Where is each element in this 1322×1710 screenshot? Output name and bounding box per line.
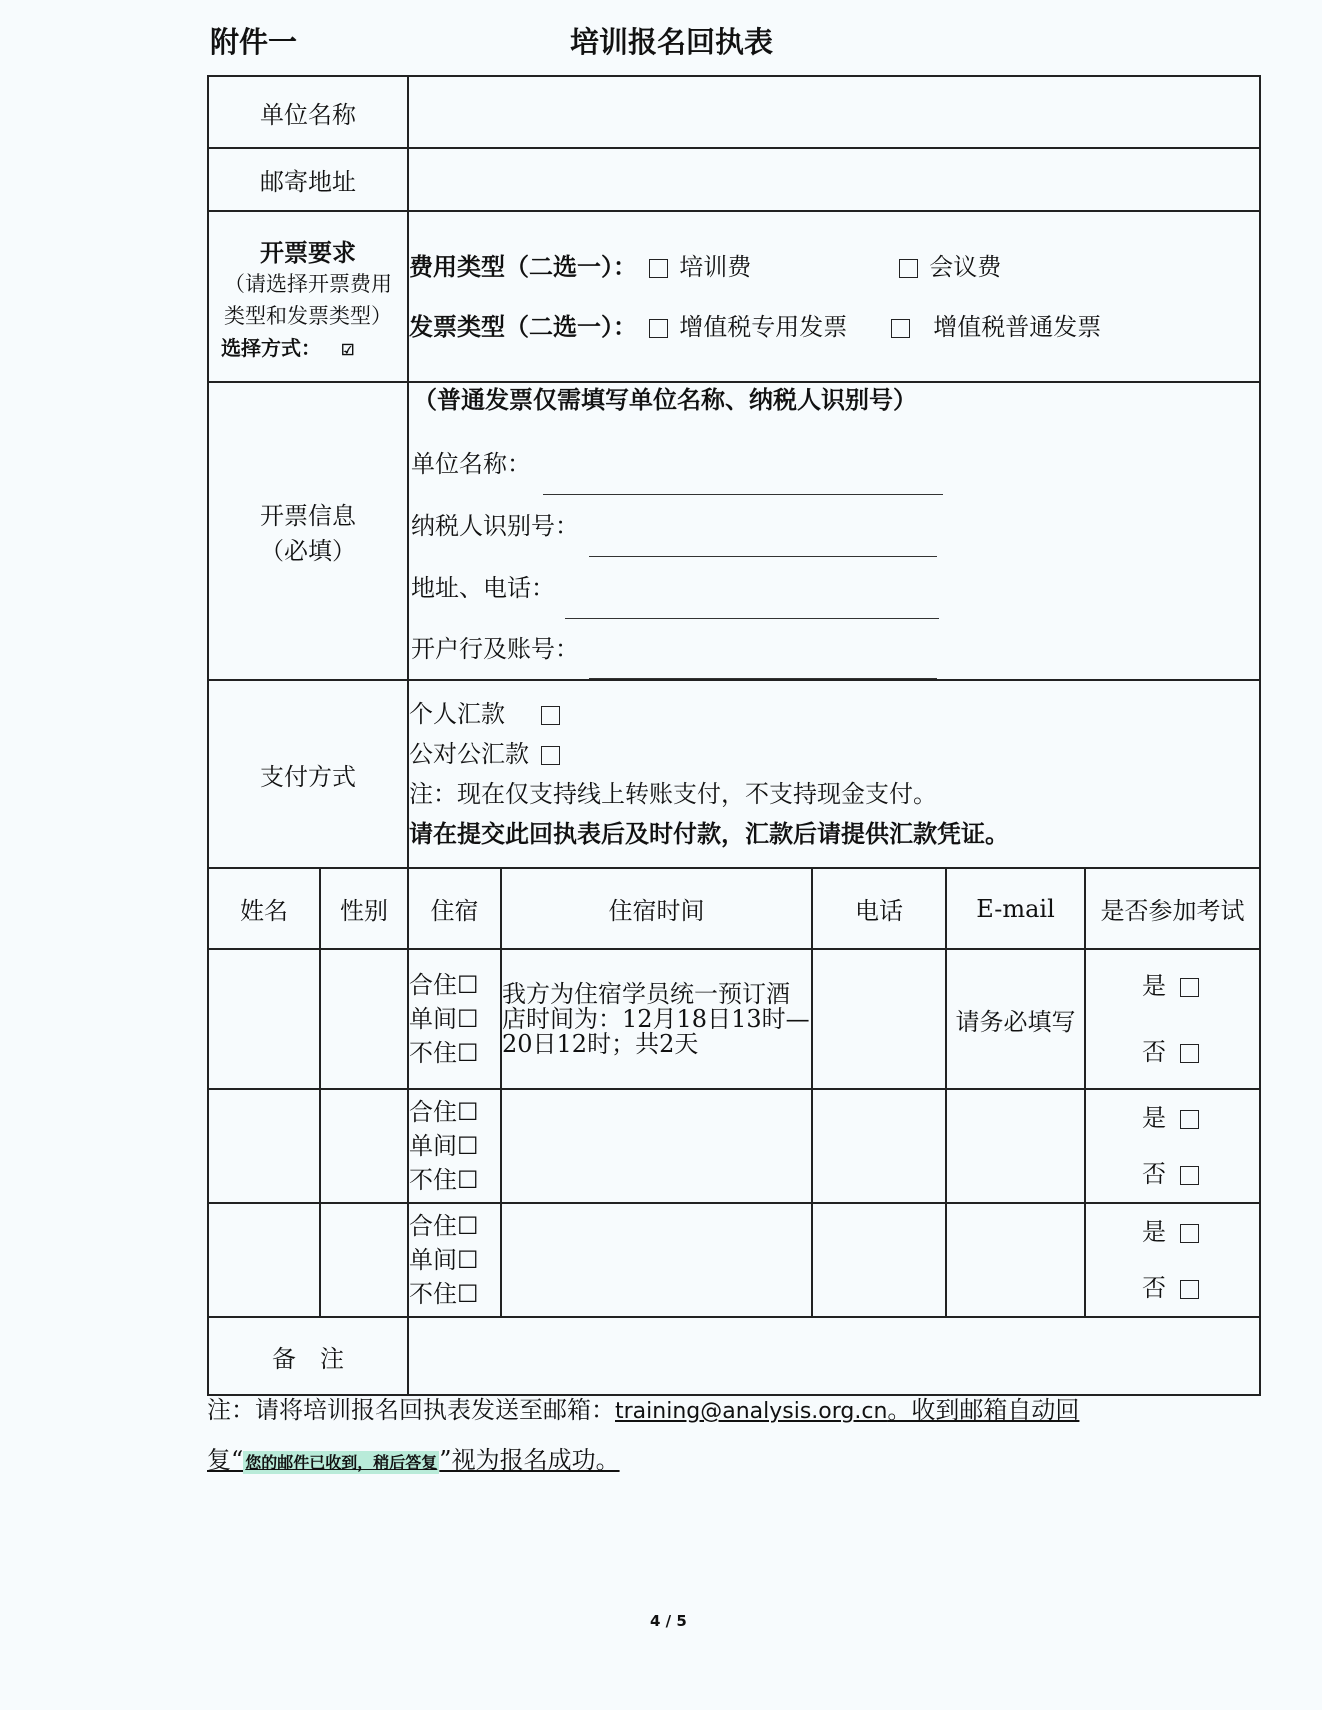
personal-remit-label: 个人汇款 bbox=[409, 700, 505, 728]
invoice-info-label-cell bbox=[208, 382, 408, 680]
stay-time-cell[interactable] bbox=[501, 1203, 812, 1317]
choose-method-label: 选择方式： bbox=[221, 335, 321, 360]
stay-single-option[interactable]: 单间☐ bbox=[409, 1005, 479, 1033]
footer-note-line2 bbox=[207, 1440, 620, 1475]
gender-cell[interactable] bbox=[320, 1089, 408, 1203]
invoice-unit-name-label: 单位名称： bbox=[411, 450, 531, 478]
invoice-info-hint: （普通发票仅需填写单位名称、纳税人识别号） bbox=[413, 386, 917, 414]
exam-yes-checkbox[interactable] bbox=[1180, 1224, 1199, 1243]
payment-method-label: 支付方式 bbox=[208, 680, 408, 868]
name-cell[interactable] bbox=[208, 1089, 320, 1203]
stay-time-note: 我方为住宿学员统一预订酒店时间为：12月18日13时—20日12时；共2天 bbox=[501, 949, 812, 1089]
footer-prefix: 注：请将培训报名回执表发送至邮箱： bbox=[207, 1396, 615, 1424]
corporate-remit-checkbox[interactable] bbox=[541, 746, 560, 765]
invoice-requirement-title: 开票要求 bbox=[260, 238, 356, 267]
col-exam: 是否参加考试 bbox=[1085, 868, 1260, 949]
exam-yes-label: 是 bbox=[1142, 1218, 1167, 1246]
invoice-info-cell bbox=[408, 382, 1260, 680]
exam-cell bbox=[1085, 949, 1260, 1089]
invoice-requirement-cell bbox=[208, 211, 408, 382]
col-name: 姓名 bbox=[208, 868, 320, 949]
invoice-type-label: 发票类型（二选一）： bbox=[409, 312, 637, 341]
address-phone-input[interactable] bbox=[565, 596, 939, 619]
mail-address-field[interactable] bbox=[408, 148, 1260, 211]
stay-shared-option[interactable]: 合住☐ bbox=[409, 1098, 479, 1126]
stay-options[interactable] bbox=[408, 949, 501, 1089]
col-gender: 性别 bbox=[320, 868, 408, 949]
payment-bold-note: 请在提交此回执表后及时付款，汇款后请提供汇款凭证。 bbox=[409, 820, 1009, 848]
bank-account-label: 开户行及账号： bbox=[411, 635, 579, 663]
stay-shared-option[interactable]: 合住☐ bbox=[409, 1212, 479, 1240]
contact-email-link[interactable]: training@analysis.org.cn bbox=[615, 1399, 888, 1424]
stay-single-option[interactable]: 单间☐ bbox=[409, 1246, 479, 1274]
exam-yes-label: 是 bbox=[1142, 972, 1167, 1000]
exam-no-label: 否 bbox=[1142, 1038, 1167, 1066]
unit-name-field[interactable] bbox=[408, 76, 1260, 148]
invoice-general-checkbox[interactable] bbox=[891, 319, 910, 338]
name-cell[interactable] bbox=[208, 949, 320, 1089]
exam-no-checkbox[interactable] bbox=[1180, 1280, 1199, 1299]
invoice-requirement-note: （请选择开票费用类型和发票类型） bbox=[224, 271, 392, 328]
attachment-label: 附件一 bbox=[210, 25, 298, 59]
fee-training-checkbox[interactable] bbox=[649, 259, 668, 278]
col-stay-time: 住宿时间 bbox=[501, 868, 812, 949]
exam-yes-checkbox[interactable] bbox=[1180, 978, 1199, 997]
exam-yes-label: 是 bbox=[1142, 1104, 1167, 1132]
invoice-info-required: （必填） bbox=[260, 537, 356, 565]
phone-cell[interactable] bbox=[812, 1203, 946, 1317]
exam-cell bbox=[1085, 1203, 1260, 1317]
col-phone: 电话 bbox=[812, 868, 946, 949]
invoice-info-label: 开票信息 bbox=[260, 502, 356, 530]
stay-none-option[interactable]: 不住☐ bbox=[409, 1166, 479, 1194]
payment-note: 注：现在仅支持线上转账支付，不支持现金支付。 bbox=[409, 780, 937, 808]
exam-yes-checkbox[interactable] bbox=[1180, 1110, 1199, 1129]
fee-type-label: 费用类型（二选一）： bbox=[409, 252, 637, 281]
invoice-special-label: 增值税专用发票 bbox=[679, 312, 848, 341]
stay-shared-option[interactable]: 合住☐ bbox=[409, 971, 479, 999]
exam-no-label: 否 bbox=[1142, 1274, 1167, 1302]
mail-address-label: 邮寄地址 bbox=[208, 148, 408, 211]
invoice-general-label: 增值税普通发票 bbox=[933, 312, 1102, 341]
exam-no-checkbox[interactable] bbox=[1180, 1044, 1199, 1063]
remarks-field[interactable] bbox=[408, 1317, 1260, 1395]
invoice-unit-name-input[interactable] bbox=[543, 472, 943, 495]
remarks-label: 备 注 bbox=[208, 1317, 408, 1395]
form-title: 培训报名回执表 bbox=[570, 25, 774, 59]
page-number: 4 / 5 bbox=[650, 1612, 687, 1630]
taxpayer-id-label: 纳税人识别号： bbox=[411, 512, 579, 540]
gender-cell[interactable] bbox=[320, 949, 408, 1089]
checked-box-icon: ☑ bbox=[341, 340, 355, 359]
stay-options[interactable] bbox=[408, 1089, 501, 1203]
email-note: 请务必填写 bbox=[946, 949, 1085, 1089]
phone-cell[interactable] bbox=[812, 1089, 946, 1203]
registration-form bbox=[207, 75, 1261, 1396]
footer-suffix: 。收到邮箱自动回 bbox=[887, 1396, 1080, 1424]
footer-note-line1 bbox=[207, 1390, 1079, 1425]
stay-none-option[interactable]: 不住☐ bbox=[409, 1039, 479, 1067]
unit-name-label: 单位名称 bbox=[208, 76, 408, 148]
personal-remit-checkbox[interactable] bbox=[541, 706, 560, 725]
stay-single-option[interactable]: 单间☐ bbox=[409, 1132, 479, 1160]
exam-no-label: 否 bbox=[1142, 1160, 1167, 1188]
fee-training-label: 培训费 bbox=[679, 252, 752, 281]
exam-no-checkbox[interactable] bbox=[1180, 1166, 1199, 1185]
taxpayer-id-input[interactable] bbox=[589, 534, 937, 557]
corporate-remit-label: 公对公汇款 bbox=[409, 740, 529, 768]
bank-account-input[interactable] bbox=[589, 656, 937, 679]
email-cell[interactable] bbox=[946, 1089, 1085, 1203]
payment-method-cell bbox=[408, 680, 1260, 868]
stay-options[interactable] bbox=[408, 1203, 501, 1317]
stay-time-cell[interactable] bbox=[501, 1089, 812, 1203]
invoice-options-cell bbox=[408, 211, 1260, 382]
fee-meeting-checkbox[interactable] bbox=[899, 259, 918, 278]
gender-cell[interactable] bbox=[320, 1203, 408, 1317]
col-email: E-mail bbox=[946, 868, 1085, 949]
exam-cell bbox=[1085, 1089, 1260, 1203]
invoice-special-checkbox[interactable] bbox=[649, 319, 668, 338]
address-phone-label: 地址、电话： bbox=[411, 574, 555, 602]
fee-meeting-label: 会议费 bbox=[929, 252, 1002, 281]
email-cell[interactable] bbox=[946, 1203, 1085, 1317]
footer-line2-prefix: 复“ bbox=[207, 1446, 244, 1474]
auto-reply-highlight: 您的邮件已收到，稍后答复 bbox=[245, 1453, 438, 1472]
stay-none-option[interactable]: 不住☐ bbox=[409, 1280, 479, 1308]
col-stay: 住宿 bbox=[408, 868, 501, 949]
footer-line2-suffix: ”视为报名成功。 bbox=[439, 1446, 620, 1474]
name-cell[interactable] bbox=[208, 1203, 320, 1317]
phone-cell[interactable] bbox=[812, 949, 946, 1089]
